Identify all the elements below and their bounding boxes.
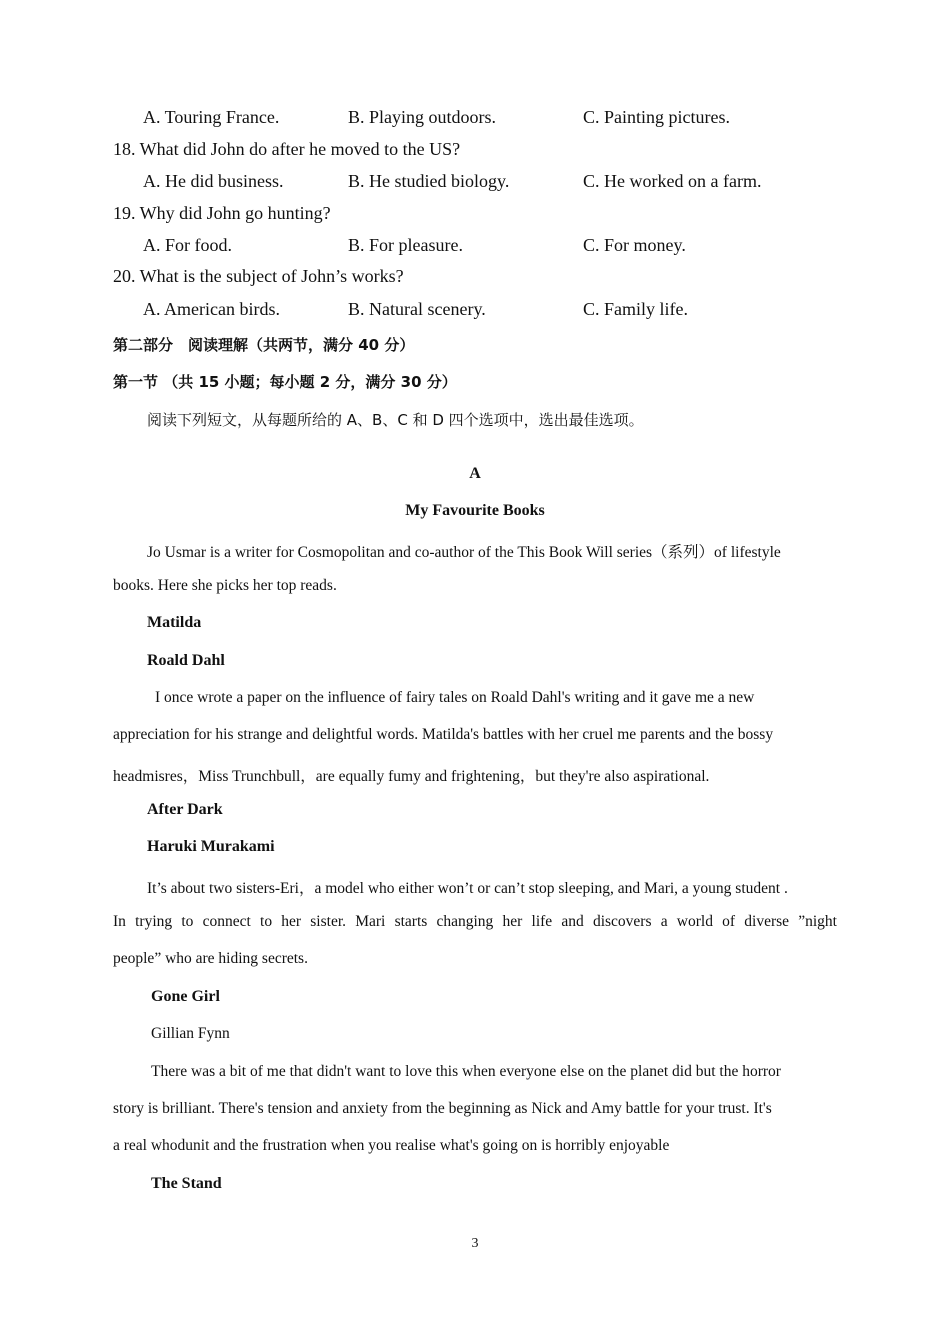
q19-option-c: C. For money.	[583, 235, 686, 255]
book-author: Haruki Murakami	[147, 838, 275, 855]
q17-option-a: A. Touring France.	[143, 107, 280, 127]
q18-option-b: B. He studied biology.	[348, 171, 510, 191]
passage-letter: A	[469, 465, 481, 482]
passage-title: My Favourite Books	[405, 502, 545, 519]
book-text-line: I once wrote a paper on the influence of fairy tales on Roald Dahl's writing and it gave me a new	[155, 689, 755, 706]
book-text-line: story is brilliant. There's tension and anxiety from the beginning as Nick and Amy battle for your trust. It's	[113, 1100, 772, 1117]
book-author: Gillian Fynn	[151, 1025, 230, 1042]
book-title: Gone Girl	[151, 988, 220, 1005]
book-text-line: There was a bit of me that didn't want to love this when everyone else on the planet did but the horror	[151, 1063, 781, 1080]
book-text-line: It’s about two sisters-Eri，a model who either won’t or can’t stop sleeping, and Mari, a young student .	[147, 880, 788, 897]
book-title: After Dark	[147, 801, 223, 818]
book-title: Matilda	[147, 614, 202, 631]
q18-option-a: A. He did business.	[143, 171, 284, 191]
book-text-line: people” who are hiding secrets.	[113, 950, 308, 967]
book-text-line: headmisres，Miss Trunchbull，are equally fumy and frightening，but they're also aspirational.	[113, 768, 710, 785]
q18-option-c: C. He worked on a farm.	[583, 171, 762, 191]
intro-line-1: Jo Usmar is a writer for Cosmopolitan and co-author of the This Book Will series（系列）of lifestyle	[147, 544, 781, 561]
q20-stem: 20. What is the subject of John’s works?	[113, 266, 404, 286]
q20-option-a: A. American birds.	[143, 299, 280, 319]
book-text-line: In trying to connect to her sister. Mari starts changing her life and discovers a world of diverse ”night	[113, 913, 837, 930]
q19-stem: 19. Why did John go hunting?	[113, 203, 331, 223]
book-title: The Stand	[151, 1175, 222, 1192]
q19-option-a: A. For food.	[143, 235, 232, 255]
q20-option-b: B. Natural scenery.	[348, 299, 486, 319]
q18-stem: 18. What did John do after he moved to the US?	[113, 139, 461, 159]
part-heading: 第二部分 阅读理解（共两节，满分 40 分）	[113, 336, 415, 354]
book-text-line: a real whodunit and the frustration when you realise what's going on is horribly enjoyable	[113, 1137, 670, 1154]
q19-option-b: B. For pleasure.	[348, 235, 463, 255]
book-author: Roald Dahl	[147, 652, 225, 669]
section-instruction: 阅读下列短文，从每题所给的 A、B、C 和 D 四个选项中，选出最佳选项。	[147, 411, 644, 429]
section-heading: 第一节 （共 15 小题；每小题 2 分，满分 30 分）	[113, 373, 457, 391]
page-number: 3	[471, 1236, 479, 1251]
q17-option-b: B. Playing outdoors.	[348, 107, 497, 127]
book-text-line: appreciation for his strange and delightful words. Matilda's battles with her cruel me parents and the bossy	[113, 726, 774, 743]
q20-option-c: C. Family life.	[583, 299, 688, 319]
q17-option-c: C. Painting pictures.	[583, 107, 730, 127]
intro-line-2: books. Here she picks her top reads.	[113, 577, 337, 594]
